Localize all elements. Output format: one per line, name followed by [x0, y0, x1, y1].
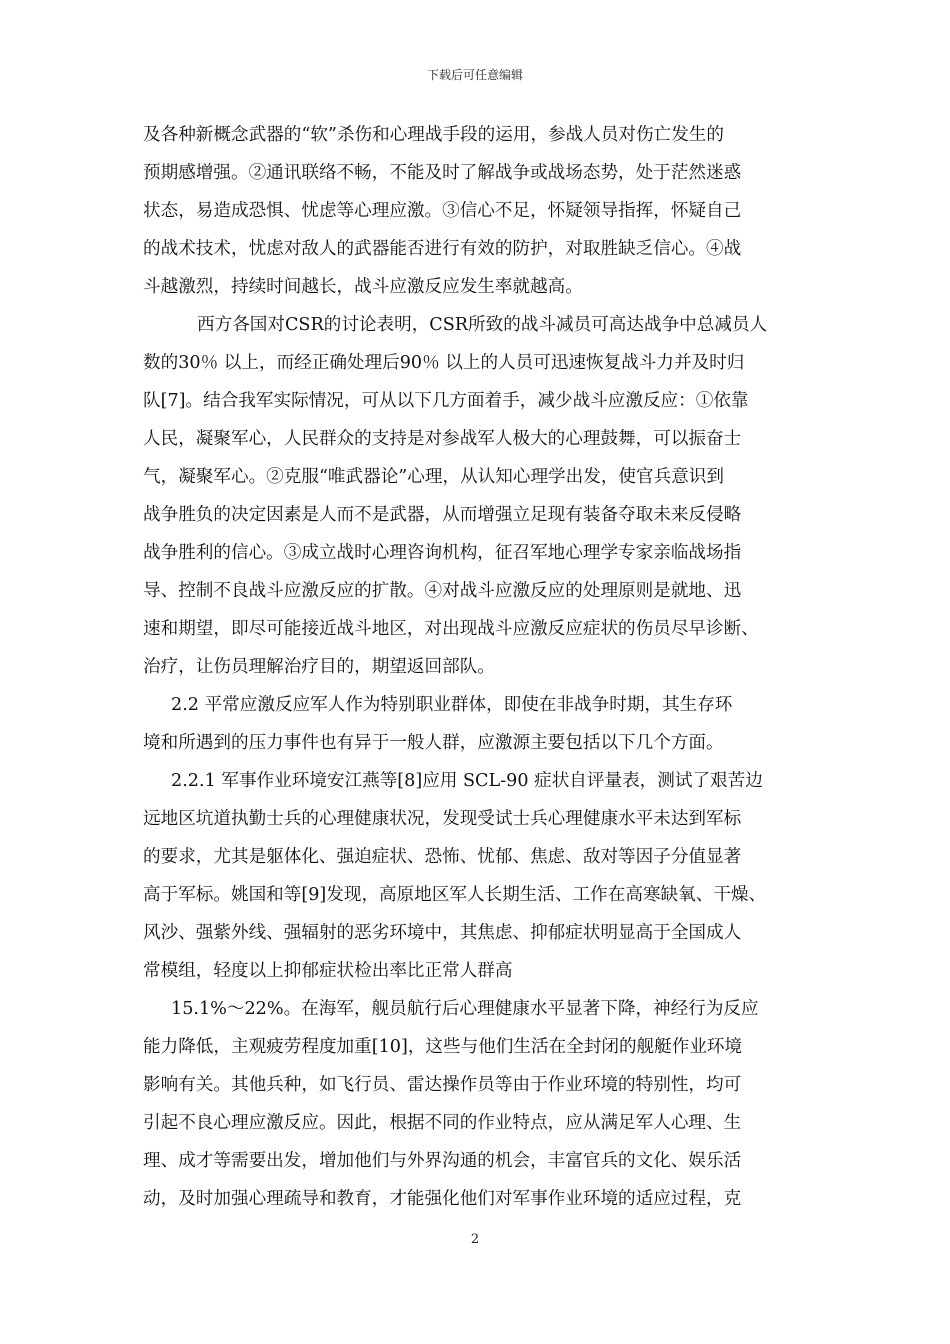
text-line: 远地区坑道执勤士兵的心理健康状况，发现受试士兵心理健康水平未达到军标 — [143, 809, 742, 829]
body-text — [143, 116, 811, 1218]
text-line: 预期感增强。②通讯联络不畅，不能及时了解战争或战场态势，处于茫然迷惑 — [143, 163, 742, 183]
page-number: 2 — [470, 1232, 480, 1247]
text-line: 及各种新概念武器的“软”杀伤和心理战手段的运用，参战人员对伤亡发生的 — [143, 125, 724, 145]
text-line: 影响有关。其他兵种，如飞行员、雷达操作员等由于作业环境的特别性，均可 — [143, 1075, 742, 1095]
text-line: 战争胜利的信心。③成立战时心理咨询机构，征召军地心理学专家亲临战场指 — [143, 543, 742, 563]
page-header: 下载后可任意编辑 — [426, 68, 523, 82]
text-line: 2.2 平常应激反应军人作为特别职业群体，即使在非战争时期，其生存环 — [171, 695, 733, 715]
text-line: 15.1%～22%。在海军，舰员航行后心理健康水平显著下降，神经行为反应 — [171, 999, 759, 1019]
text-line: 人民，凝聚军心，人民群众的支持是对参战军人极大的心理鼓舞，可以振奋士 — [143, 429, 742, 449]
text-line: 的要求，尤其是躯体化、强迫症状、恐怖、忧郁、焦虑、敌对等因子分值显著 — [143, 847, 742, 867]
text-line: 理、成才等需要出发，增加他们与外界沟通的机会，丰富官兵的文化、娱乐活 — [143, 1151, 742, 1171]
text-line: 数的30％ 以上，而经正确处理后90％ 以上的人员可迅速恢复战斗力并及时归 — [143, 353, 745, 373]
text-line: 状态，易造成恐惧、忧虑等心理应激。③信心不足，怀疑领导指挥，怀疑自己 — [143, 201, 742, 221]
text-line: 战争胜负的决定因素是人而不是武器，从而增强立足现有装备夺取未来反侵略 — [143, 505, 742, 525]
text-line: 引起不良心理应激反应。因此，根据不同的作业特点，应从满足军人心理、生 — [143, 1113, 742, 1133]
text-line: 风沙、强紫外线、强辐射的恶劣环境中，其焦虑、抑郁症状明显高于全国成人 — [143, 923, 742, 943]
text-line: 的战术技术，忧虑对敌人的武器能否进行有效的防护，对取胜缺乏信心。④战 — [143, 239, 742, 259]
text-line: 高于军标。姚国和等[9]发现，高原地区军人长期生活、工作在高寒缺氧、干燥、 — [143, 885, 767, 905]
text-line: 能力降低，主观疲劳程度加重[10]，这些与他们生活在全封闭的舰艇作业环境 — [143, 1037, 743, 1057]
text-line: 西方各国对CSR的讨论表明，CSR所致的战斗减员可高达战争中总减员人 — [197, 315, 768, 335]
text-line: 治疗，让伤员理解治疗目的，期望返回部队。 — [143, 657, 495, 677]
text-line: 常模组，轻度以上抑郁症状检出率比正常人群高 — [143, 961, 513, 981]
text-line: 动，及时加强心理疏导和教育，才能强化他们对军事作业环境的适应过程，克 — [143, 1189, 742, 1209]
text-line: 速和期望，即尽可能接近战斗地区，对出现战斗应激反应症状的伤员尽早诊断、 — [143, 619, 759, 639]
text-line: 气，凝聚军心。②克服“唯武器论”心理，从认知心理学出发，使官兵意识到 — [143, 467, 724, 487]
text-line: 斗越激烈，持续时间越长，战斗应激反应发生率就越高。 — [143, 277, 583, 297]
text-line: 队[7]。结合我军实际情况，可从以下几方面着手，减少战斗应激反应：①依靠 — [143, 391, 749, 411]
text-line: 2.2.1 军事作业环境安江燕等[8]应用 SCL-90 症状自评量表，测试了艰苦边 — [171, 771, 763, 791]
text-line: 导、控制不良战斗应激反应的扩散。④对战斗应激反应的处理原则是就地、迅 — [143, 581, 742, 601]
text-line: 境和所遇到的压力事件也有异于一般人群，应激源主要包括以下几个方面。 — [143, 733, 724, 753]
